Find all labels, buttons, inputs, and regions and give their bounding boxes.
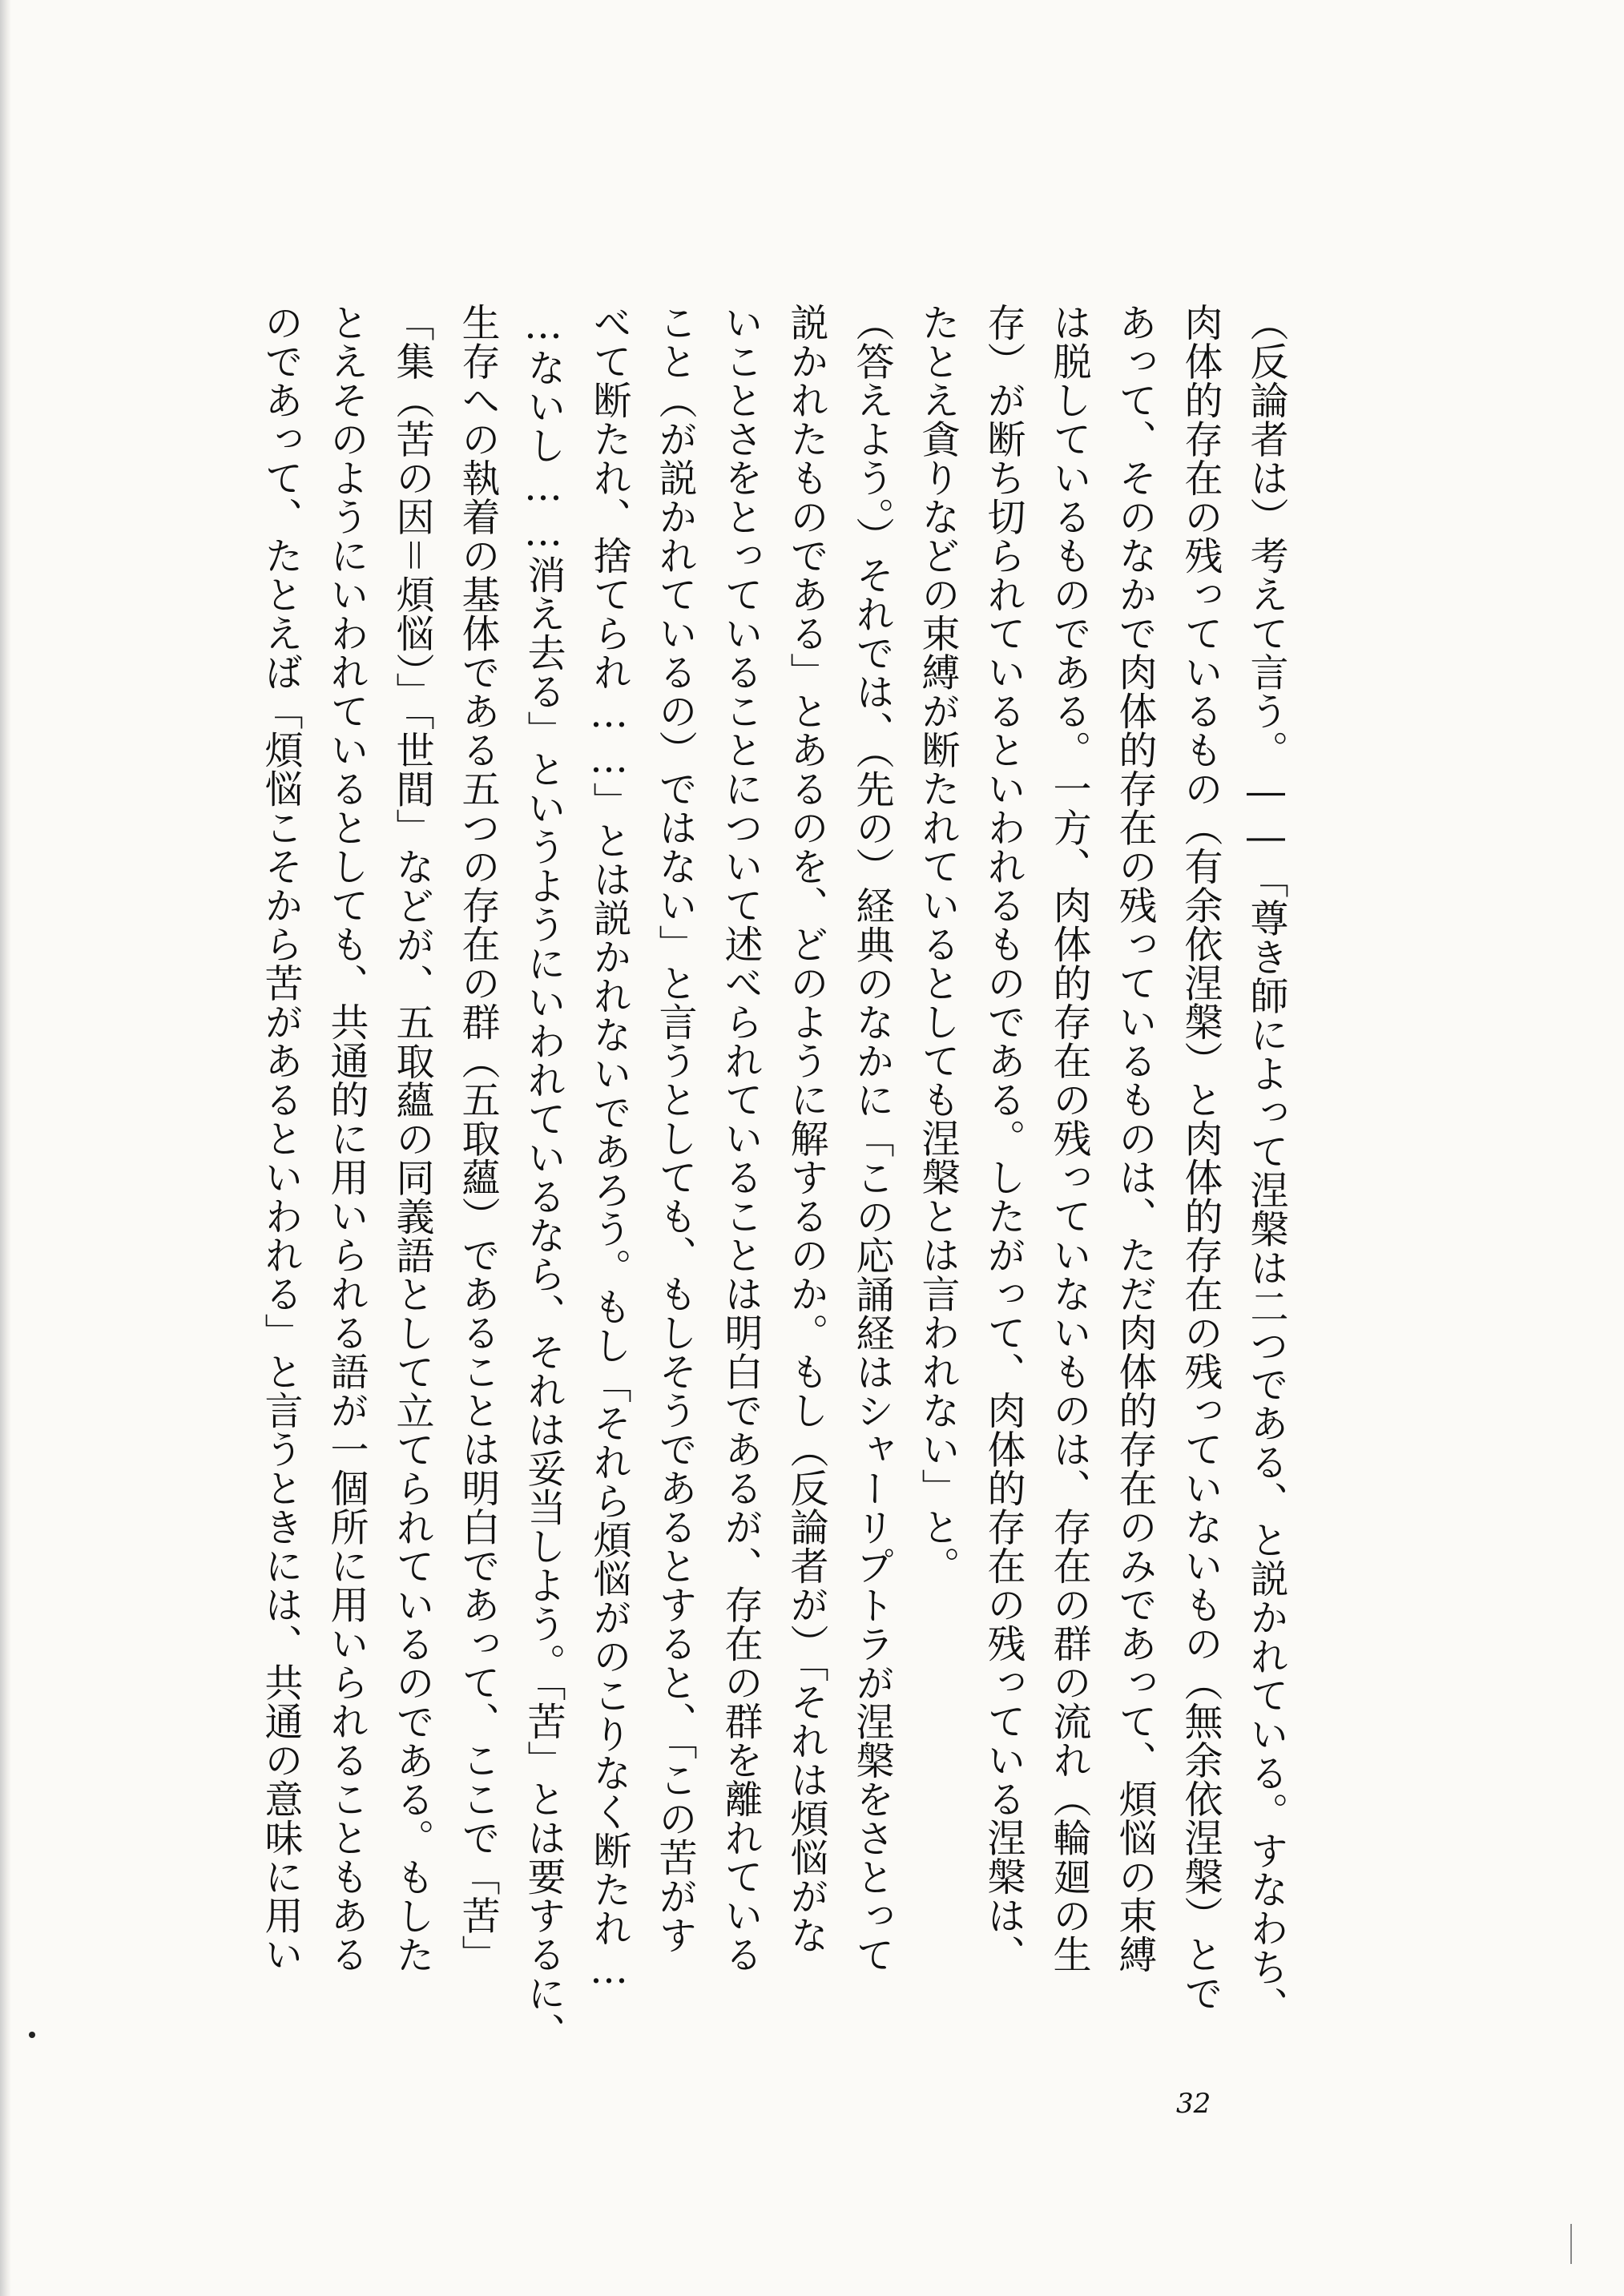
text-column-13: 生存への執着の基体である五つの存在の群（五取蘊）であることは明白であって、ここで「苦」 xyxy=(455,303,500,1974)
text-column-9: いことさをとっていることについて述べられていることは明白であるが、存在の群を離れている xyxy=(718,303,763,1974)
text-column-3: あって、そのなかで肉体的存在の残っているものは、ただ肉体的存在のみであって、煩悩の束縛 xyxy=(1112,303,1157,1974)
text-column-7: （答えよう。）それでは、（先の）経典のなかに「この応誦経はシャーリプトラが涅槃をさとって xyxy=(849,303,894,1974)
scan-edge xyxy=(0,0,11,2296)
page-number: 32 xyxy=(1176,2088,1211,2120)
text-column-14: 「集（苦の因＝煩悩）」「世間」などが、五取蘊の同義語として立てられているのである。もした xyxy=(389,303,434,1974)
text-column-8: 説かれたものである」とあるのを、どのように解するのか。もし（反論者が）「それは煩悩がな xyxy=(784,303,828,1955)
scan-tick-mark xyxy=(1570,2224,1572,2264)
text-column-16: のであって、たとえば「煩悩こそから苦があるといわれる」と言うときには、共通の意味に用い xyxy=(258,303,303,1974)
text-column-11: べて断たれ、捨てられ……」とは説かれないであろう。もし「それら煩悩がのこりなく断たれ… xyxy=(586,303,631,1993)
text-column-10: こと（が説かれているの）ではない」と言うとしても、もしそうであるとすると、「この苦がす xyxy=(652,303,697,1955)
scan-dot-mark xyxy=(29,2032,35,2038)
text-column-12: …ないし……消え去る」というようにいわれているなら、それは妥当しよう。「苦」とは要するに、 xyxy=(521,303,566,2052)
vertical-text-block xyxy=(252,303,1294,2065)
text-column-6: たとえ貪りなどの束縛が断たれているとしても涅槃とは言われない」と。 xyxy=(915,303,960,1585)
text-column-15: とえそのようにいわれているとしても、共通的に用いられる語が一個所に用いられることもある xyxy=(324,303,369,1974)
text-column-5: 存）が断ち切られているといわれるものである。したがって、肉体的存在の残っている涅槃は、 xyxy=(981,303,1026,1974)
text-column-2: 肉体的存在の残っているもの（有余依涅槃）と肉体的存在の残っていないもの（無余依涅槃）とで xyxy=(1178,303,1223,2012)
text-column-4: は脱しているものである。一方、肉体的存在の残っていないものは、存在の群の流れ（輪廻の生 xyxy=(1046,303,1091,1974)
text-column-1: （反論者は）考えて言う。――「尊き師によって涅槃は二つである、と説かれている。すなわち、 xyxy=(1243,303,1288,2025)
